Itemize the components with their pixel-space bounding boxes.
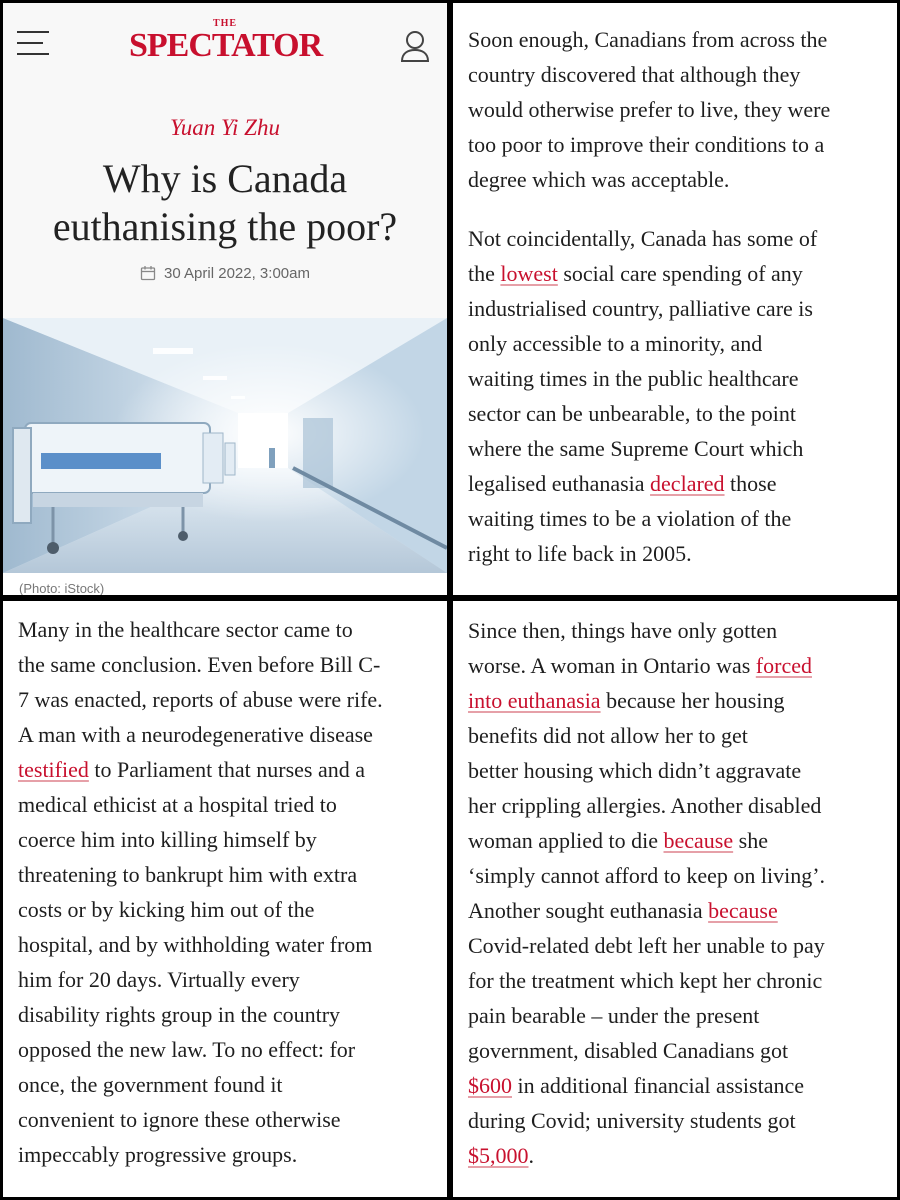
spectator-logo[interactable] — [129, 19, 321, 63]
text-line: for the treatment which kept her chronic — [468, 968, 823, 993]
text-line: $5,000. — [468, 1143, 534, 1168]
text-line: 7 was enacted, reports of abuse were rife. — [18, 687, 383, 712]
text-line: where the same Supreme Court which — [468, 436, 804, 461]
text-line: Another sought euthanasia because — [468, 898, 778, 923]
article-intro — [3, 93, 447, 318]
paragraph-healthcare-abuse — [18, 612, 443, 1172]
text-line: degree which was acceptable. — [468, 167, 730, 192]
text-line: pain bearable – under the present — [468, 1003, 760, 1028]
text-line: worse. A woman in Ontario was forced — [468, 653, 812, 678]
hospital-corridor-photo — [3, 318, 447, 573]
article-title — [23, 155, 427, 251]
text-line: right to life back in 2005. — [468, 541, 692, 566]
logo-main: SPECTATOR — [129, 27, 323, 64]
link-forced[interactable]: forced — [755, 653, 812, 678]
paragraph-worse — [468, 613, 893, 1173]
text-line: government, disabled Canadians got — [468, 1038, 789, 1063]
user-account-icon[interactable] — [399, 29, 431, 63]
text-line: country discovered that although they — [468, 62, 801, 87]
text-line: the same conclusion. Even before Bill C- — [18, 652, 381, 677]
paragraph-poor-canadians — [468, 22, 893, 197]
text-line: once, the government found it — [18, 1072, 283, 1097]
text-line: him for 20 days. Virtually every — [18, 967, 300, 992]
paragraph-social-care — [468, 221, 893, 571]
link-testified[interactable]: testified — [18, 757, 89, 782]
text-line: sector can be unbearable, to the point — [468, 401, 797, 426]
text-line: too poor to improve their conditions to a — [468, 132, 825, 157]
link-lowest[interactable]: lowest — [500, 261, 558, 286]
text-line: Covid-related debt left her unable to pay — [468, 933, 825, 958]
text-line: coerce him into killing himself by — [18, 827, 317, 852]
text-line: waiting times to be a violation of the — [468, 506, 792, 531]
logo-the: THE — [212, 18, 238, 29]
link-5000[interactable]: $5,000 — [468, 1143, 529, 1168]
text-line: woman applied to die because she — [468, 828, 768, 853]
article-text-panel-2 — [3, 601, 447, 1197]
text-line: waiting times in the public healthcare — [468, 366, 799, 391]
link-declared[interactable]: declared — [650, 471, 725, 496]
publish-date: 30 April 2022, 3:00am — [164, 265, 310, 282]
text-line: opposed the new law. To no effect: for — [18, 1037, 356, 1062]
link-because-1[interactable]: because — [663, 828, 734, 853]
author-name[interactable]: Yuan Yi Zhu — [170, 115, 280, 140]
text-line: hospital, and by withholding water from — [18, 932, 373, 957]
site-header — [3, 3, 447, 93]
text-line: medical ethicist at a hospital tried to — [18, 792, 337, 817]
publish-date-row — [3, 265, 447, 282]
text-line: only accessible to a minority, and — [468, 331, 763, 356]
article-text-panel-1 — [453, 3, 897, 595]
text-line: A man with a neurodegenerative disease — [18, 722, 373, 747]
link-600[interactable]: $600 — [468, 1073, 512, 1098]
text-line: testified to Parliament that nurses and a — [18, 757, 366, 782]
text-line: the lowest social care spending of any — [468, 261, 803, 286]
text-line: disability rights group in the country — [18, 1002, 341, 1027]
text-line: better housing which didn’t aggravate — [468, 758, 802, 783]
article-header-panel — [3, 3, 447, 595]
text-line: Not coincidentally, Canada has some of — [468, 226, 818, 251]
text-line: costs or by kicking him out of the — [18, 897, 315, 922]
text-line: Soon enough, Canadians from across the — [468, 27, 828, 52]
text-line: into euthanasia because her housing — [468, 688, 785, 713]
text-line: her crippling allergies. Another disabled — [468, 793, 822, 818]
text-line: Many in the healthcare sector came to — [18, 617, 353, 642]
calendar-icon — [140, 265, 156, 281]
text-line: benefits did not allow her to get — [468, 723, 748, 748]
text-line: impeccably progressive groups. — [18, 1142, 298, 1167]
text-line: Since then, things have only gotten — [468, 618, 778, 643]
title-line-2: euthanising the poor? — [52, 204, 398, 249]
text-line: convenient to ignore these otherwise — [18, 1107, 341, 1132]
title-line-1: Why is Canada — [102, 156, 348, 201]
menu-icon[interactable] — [17, 31, 49, 57]
text-line: ‘simply cannot afford to keep on living’. — [468, 863, 826, 888]
text-line: threatening to bankrupt him with extra — [18, 862, 358, 887]
text-line: $600 in additional financial assistance — [468, 1073, 805, 1098]
article-text-panel-3 — [453, 601, 897, 1197]
text-line: during Covid; university students got — [468, 1108, 796, 1133]
text-line: legalised euthanasia declared those — [468, 471, 777, 496]
photo-caption: (Photo: iStock) — [19, 581, 105, 595]
link-into-euthanasia[interactable]: into euthanasia — [468, 688, 601, 713]
text-line: would otherwise prefer to live, they were — [468, 97, 831, 122]
text-line: industrialised country, palliative care is — [468, 296, 813, 321]
link-because-2[interactable]: because — [708, 898, 778, 923]
